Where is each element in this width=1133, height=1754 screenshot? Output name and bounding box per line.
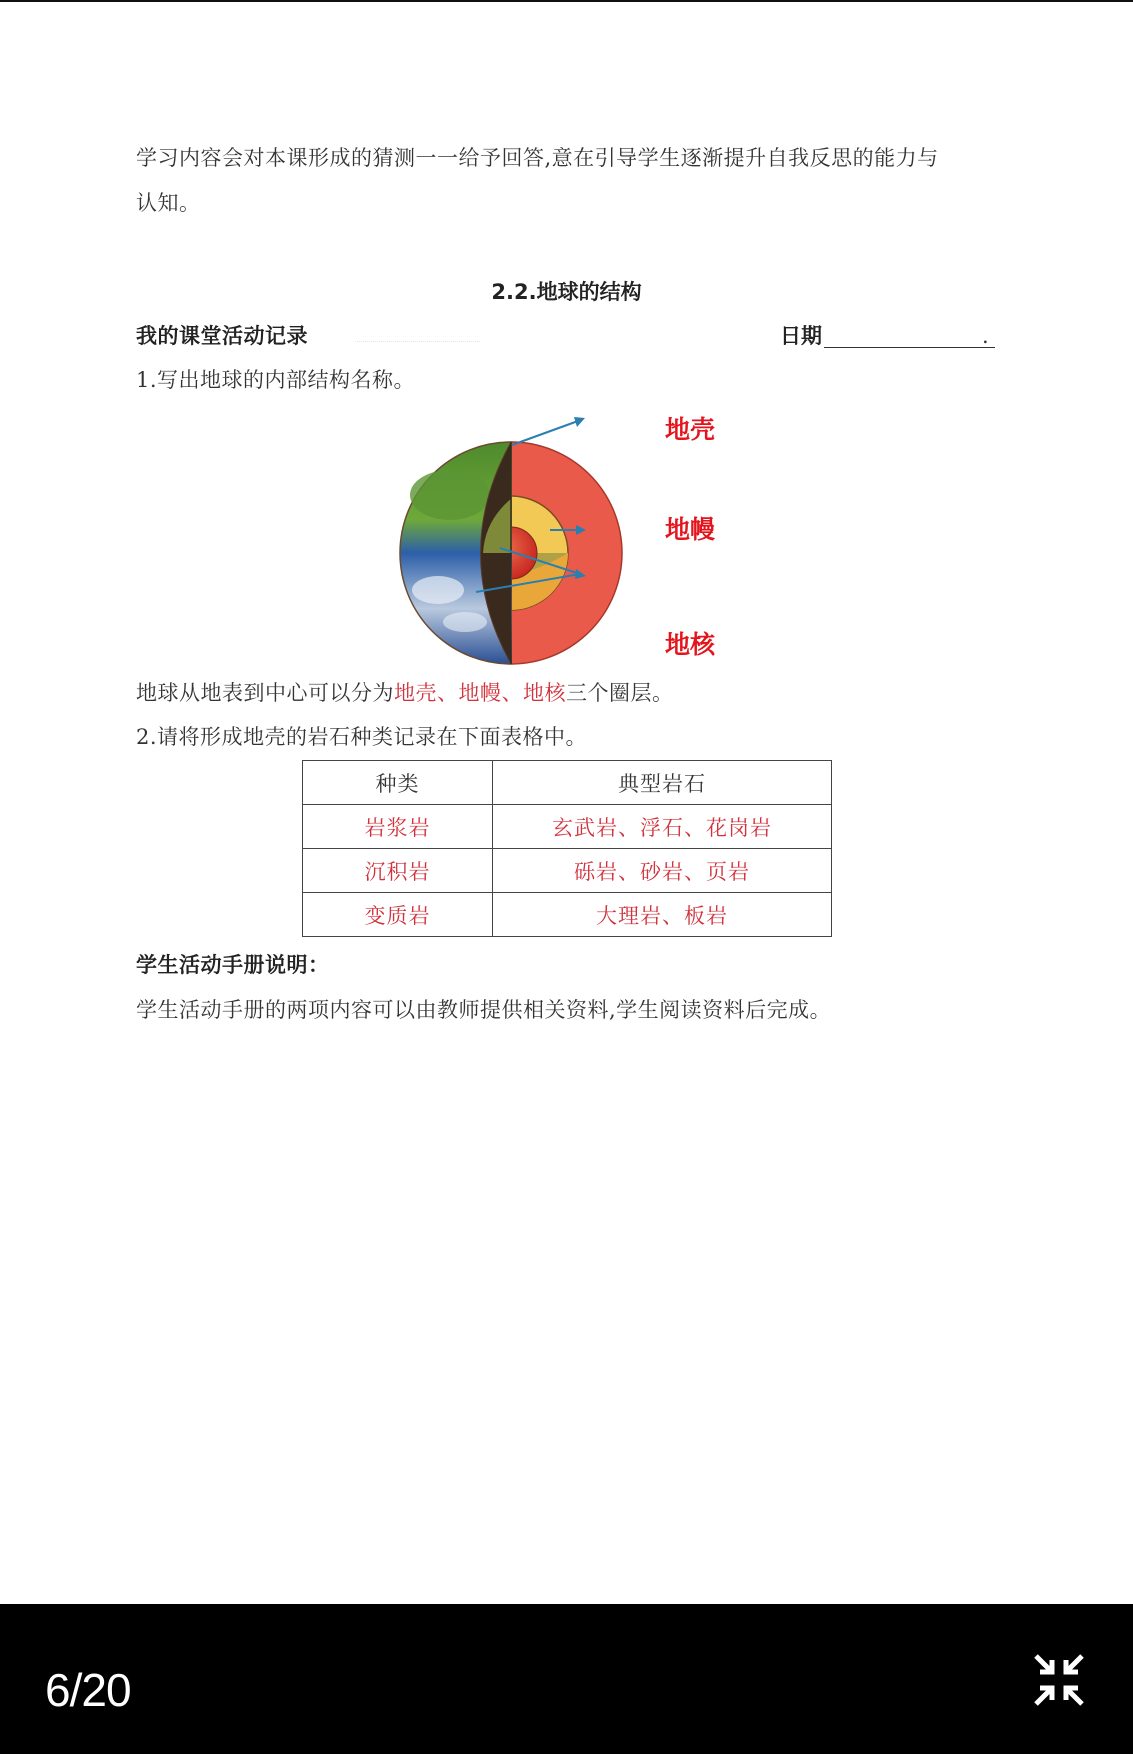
table-row [303, 805, 832, 849]
notes-heading: 学生活动手册说明： [136, 953, 330, 977]
rock-examples-cell: 大理岩、板岩 [493, 893, 832, 937]
header-typical-rocks: 典型岩石 [493, 761, 832, 805]
exit-fullscreen-button[interactable] [1030, 1650, 1088, 1710]
page-counter: 6/20 [45, 1664, 131, 1716]
question-1: 1.写出地球的内部结构名称。 [136, 368, 416, 392]
section-title: 2.2.地球的结构 [491, 280, 642, 304]
viewer-bottom-bar [0, 1604, 1133, 1754]
answer-1 [136, 679, 674, 707]
table-header-row [303, 761, 832, 805]
intro-paragraph-line-2: 认知。 [136, 191, 201, 215]
table-row [303, 849, 832, 893]
answer-1-highlight: 地壳、地幔、地核 [394, 681, 566, 705]
rock-type-cell: 岩浆岩 [303, 805, 493, 849]
answer-1-suffix: 三个圈层。 [566, 681, 674, 705]
notes-text: 学生活动手册的两项内容可以由教师提供相关资料,学生阅读资料后完成。 [136, 998, 832, 1022]
intro-paragraph-line-1: 学习内容会对本课形成的猜测一一给予回答,意在引导学生逐渐提升自我反思的能力与 [136, 146, 939, 170]
rock-examples-cell: 玄武岩、浮石、花岗岩 [493, 805, 832, 849]
date-period: . [982, 324, 989, 348]
record-heading: 我的课堂活动记录 [136, 324, 308, 348]
date-field [824, 347, 995, 348]
exit-fullscreen-icon [1030, 1650, 1088, 1710]
answer-1-prefix: 地球从地表到中心可以分为 [136, 681, 394, 705]
date-label: 日期 [780, 324, 822, 348]
faint-dotted-line [355, 341, 480, 342]
header-type: 种类 [303, 761, 493, 805]
rock-type-cell: 变质岩 [303, 893, 493, 937]
label-mantle: 地幔 [665, 515, 716, 544]
label-core: 地核 [665, 630, 716, 659]
rock-types-table [302, 760, 832, 937]
earth-structure-diagram [390, 400, 740, 680]
question-2: 2.请将形成地壳的岩石种类记录在下面表格中。 [136, 725, 588, 749]
table-row [303, 893, 832, 937]
rock-examples-cell: 砾岩、砂岩、页岩 [493, 849, 832, 893]
label-crust: 地壳 [665, 415, 716, 444]
rock-type-cell: 沉积岩 [303, 849, 493, 893]
